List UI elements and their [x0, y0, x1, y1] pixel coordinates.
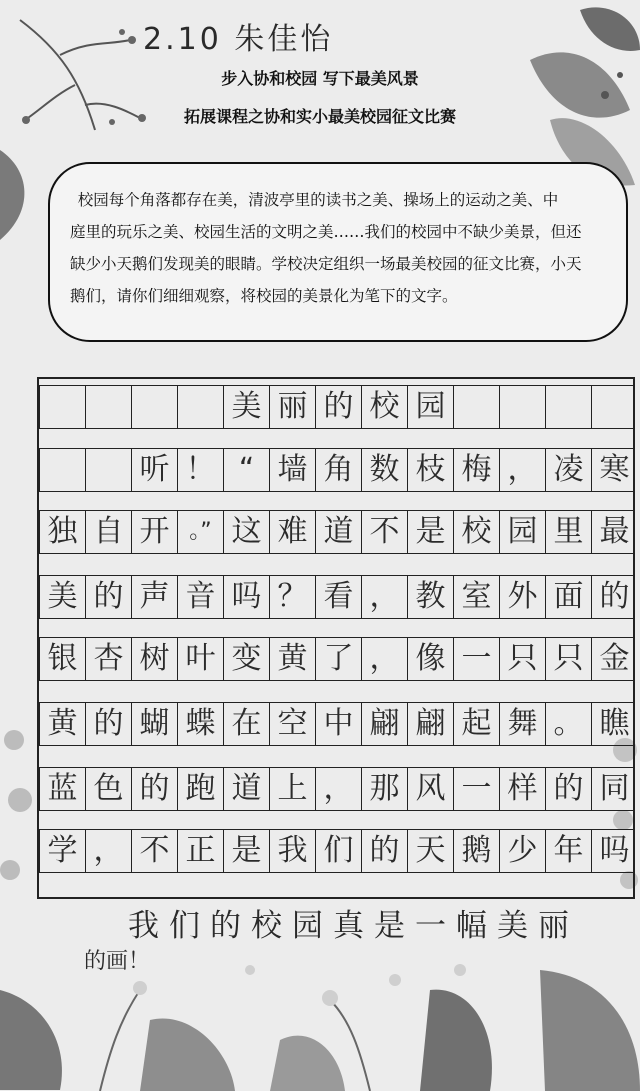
- grid-cell: 不: [131, 830, 177, 872]
- grid-cell: 黄: [39, 703, 85, 745]
- grid-cell: 吗: [591, 830, 637, 872]
- grid-cell: 的: [315, 386, 361, 428]
- grid-cell: 这: [223, 511, 269, 553]
- intro-line: 缺少小天鹅们发现美的眼睛。学校决定组织一场最美校园的征文比赛，小天: [70, 255, 582, 273]
- grid-cell: 道: [223, 768, 269, 810]
- grid-cell: 风: [407, 768, 453, 810]
- grid-cell: 蝶: [177, 703, 223, 745]
- grid-cell: 教: [407, 576, 453, 618]
- grid-row: [39, 385, 633, 429]
- grid-cell: 只: [545, 638, 591, 680]
- grid-cell: 起: [453, 703, 499, 745]
- grid-cell: 杏: [85, 638, 131, 680]
- grid-cell: 听: [131, 449, 177, 491]
- grid-cell: ，: [361, 576, 407, 618]
- grid-cell: [177, 386, 223, 428]
- grid-cell: 了: [315, 638, 361, 680]
- grid-cell: 天: [407, 830, 453, 872]
- grid-cell: 。: [545, 703, 591, 745]
- contest-title: 步入协和校园 写下最美风景: [221, 69, 419, 88]
- grid-cell: 鹅: [453, 830, 499, 872]
- grid-cell: 跑: [177, 768, 223, 810]
- grid-cell: 叶: [177, 638, 223, 680]
- grid-cell: 空: [269, 703, 315, 745]
- grid-row: [39, 448, 633, 492]
- grid-cell: 开: [131, 511, 177, 553]
- grid-cell: 翩: [407, 703, 453, 745]
- grid-cell: 样: [499, 768, 545, 810]
- grid-cell: ，: [85, 830, 131, 872]
- grid-cell: 的: [591, 576, 637, 618]
- grid-cell: [39, 449, 85, 491]
- grid-cell: 不: [361, 511, 407, 553]
- flower-illustration-left-margin: [0, 720, 40, 920]
- grid-cell: 舞: [499, 703, 545, 745]
- grid-row: [39, 510, 633, 554]
- grid-cell: 的: [131, 768, 177, 810]
- intro-line: 校园每个角落都存在美，清波亭里的读书之美、操场上的运动之美、中: [77, 191, 559, 209]
- leaf-illustration-left-margin: [0, 150, 40, 240]
- grid-cell: 面: [545, 576, 591, 618]
- essay-closing-line: 我们的校园真是一幅美丽: [128, 908, 579, 944]
- grid-cell: 道: [315, 511, 361, 553]
- grid-cell: 丽: [269, 386, 315, 428]
- intro-line: 鹅们，请你们细细观察，将校园的美景化为笔下的文字。: [70, 287, 458, 305]
- grid-cell: ？: [269, 576, 315, 618]
- grid-cell: “: [223, 449, 269, 491]
- grid-cell: 凌: [545, 449, 591, 491]
- grid-cell: 音: [177, 576, 223, 618]
- grid-cell: 的: [545, 768, 591, 810]
- grid-cell: 的: [361, 830, 407, 872]
- grid-cell: 年: [545, 830, 591, 872]
- grid-cell: 园: [407, 386, 453, 428]
- grid-cell: 里: [545, 511, 591, 553]
- grid-cell: 翩: [361, 703, 407, 745]
- grid-cell: 像: [407, 638, 453, 680]
- grid-cell: 那: [361, 768, 407, 810]
- grid-cell: [85, 386, 131, 428]
- grid-cell: 我: [269, 830, 315, 872]
- grid-cell: [591, 386, 637, 428]
- grid-cell: 一: [453, 638, 499, 680]
- grid-cell: 吗: [223, 576, 269, 618]
- grid-cell: 金: [591, 638, 637, 680]
- essay-closing-end: 的画！: [84, 949, 151, 974]
- grid-cell: 只: [499, 638, 545, 680]
- grid-cell: 变: [223, 638, 269, 680]
- grid-cell: 寒: [591, 449, 637, 491]
- grid-cell: 同: [591, 768, 637, 810]
- student-name-mark: 2.10 朱佳怡: [143, 22, 334, 57]
- grid-cell: 园: [499, 511, 545, 553]
- grid-cell: 蓝: [39, 768, 85, 810]
- grid-cell: 色: [85, 768, 131, 810]
- grid-row: [39, 637, 633, 681]
- grid-cell: 树: [131, 638, 177, 680]
- grid-cell: 一: [453, 768, 499, 810]
- grid-cell: 蝴: [131, 703, 177, 745]
- intro-line: 庭里的玩乐之美、校园生活的文明之美……我们的校园中不缺少美景，但还: [70, 223, 582, 241]
- grid-cell: 银: [39, 638, 85, 680]
- grid-cell: ，: [499, 449, 545, 491]
- grid-cell: 角: [315, 449, 361, 491]
- grid-cell: 瞧: [591, 703, 637, 745]
- grid-cell: 学: [39, 830, 85, 872]
- grid-cell: 在: [223, 703, 269, 745]
- grid-cell: [85, 449, 131, 491]
- grid-cell: 的: [85, 703, 131, 745]
- intro-text-box: [48, 162, 628, 342]
- grid-cell: 独: [39, 511, 85, 553]
- grid-cell: 外: [499, 576, 545, 618]
- grid-cell: ，: [361, 638, 407, 680]
- grid-cell: 梅: [453, 449, 499, 491]
- grid-cell: 自: [85, 511, 131, 553]
- contest-subtitle: 拓展课程之协和实小最美校园征文比赛: [183, 107, 456, 126]
- grid-row: [39, 767, 633, 811]
- grid-cell: 最: [591, 511, 637, 553]
- grid-cell: 数: [361, 449, 407, 491]
- grid-cell: 看: [315, 576, 361, 618]
- grid-row: [39, 575, 633, 619]
- grid-cell: 难: [269, 511, 315, 553]
- composition-grid: [37, 377, 635, 899]
- grid-cell: 中: [315, 703, 361, 745]
- grid-cell: 的: [85, 576, 131, 618]
- grid-cell: [39, 386, 85, 428]
- grid-cell: 们: [315, 830, 361, 872]
- grid-cell: [545, 386, 591, 428]
- grid-row: [39, 829, 633, 873]
- grid-cell: 美: [39, 576, 85, 618]
- grid-cell: 上: [269, 768, 315, 810]
- grid-cell: [131, 386, 177, 428]
- grid-cell: 美: [223, 386, 269, 428]
- grid-row: [39, 702, 633, 746]
- grid-cell: 少: [499, 830, 545, 872]
- grid-cell: 校: [361, 386, 407, 428]
- grid-cell: 枝: [407, 449, 453, 491]
- grid-cell: 校: [453, 511, 499, 553]
- grid-cell: 正: [177, 830, 223, 872]
- grid-cell: ，: [315, 768, 361, 810]
- grid-cell: 。”: [177, 511, 223, 553]
- grid-cell: ！: [177, 449, 223, 491]
- grid-cell: 是: [407, 511, 453, 553]
- grid-cell: [453, 386, 499, 428]
- grid-cell: 室: [453, 576, 499, 618]
- grid-cell: 是: [223, 830, 269, 872]
- grid-cell: 墙: [269, 449, 315, 491]
- grid-cell: [499, 386, 545, 428]
- grid-cell: 声: [131, 576, 177, 618]
- grid-cell: 黄: [269, 638, 315, 680]
